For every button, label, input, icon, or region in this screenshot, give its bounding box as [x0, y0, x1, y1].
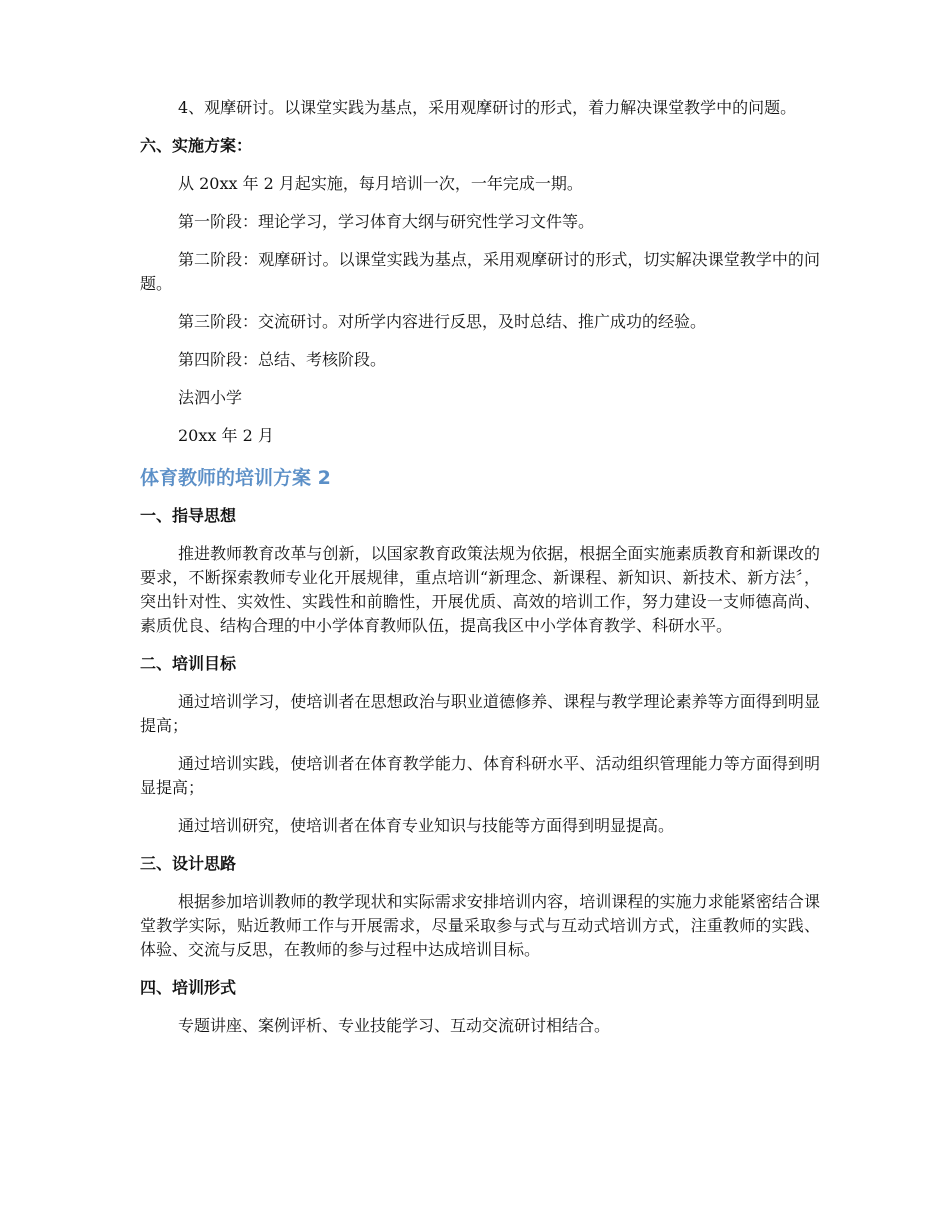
- paragraph-goal-research: 通过培训研究，使培训者在体育专业知识与技能等方面得到明显提高。: [178, 816, 675, 835]
- paragraph-stage-two: 第二阶段：观摩研讨。以课堂实践为基点，采用观摩研讨的形式，切实解决课堂教学中的问题。: [140, 250, 820, 293]
- paragraph-stage-four: 第四阶段：总结、考核阶段。: [178, 350, 387, 369]
- heading-training-form: 四、培训形式: [140, 978, 237, 997]
- paragraph-goal-study: 通过培训学习，使培训者在思想政治与职业道德修养、课程与教学理论素养等方面得到明显提高；: [140, 692, 820, 735]
- paragraph-goal-practice: 通过培训实践，使培训者在体育教学能力、体育科研水平、活动组织管理能力等方面得到明显提高；: [140, 754, 820, 797]
- heading-design-ideas: 三、设计思路: [140, 854, 237, 873]
- section-title-plan-2: 体育教师的培训方案 2: [140, 467, 331, 489]
- paragraph-training-form: 专题讲座、案例评析、专业技能学习、互动交流研讨相结合。: [178, 1016, 611, 1035]
- paragraph-observation-study: 4、观摩研讨。以课堂实践为基点，采用观摩研讨的形式，着力解决课堂教学中的问题。: [178, 98, 797, 117]
- paragraph-stage-three: 第三阶段：交流研讨。对所学内容进行反思，及时总结、推广成功的经验。: [178, 312, 707, 331]
- paragraph-design-ideas: 根据参加培训教师的教学现状和实际需求安排培训内容，培训课程的实施力求能紧密结合课堂教学实际，贴近教师工作与开展需求，尽量采取参与式与互动式培训方式，注重教师的实践、体验、交流与反思，在教师的参与过程中达成培训目标。: [140, 892, 820, 959]
- heading-guiding-ideology: 一、指导思想: [140, 506, 237, 525]
- school-name: 法泗小学: [178, 388, 243, 407]
- heading-implementation-plan: 六、实施方案：: [140, 136, 253, 155]
- paragraph-stage-one: 第一阶段：理论学习，学习体育大纲与研究性学习文件等。: [178, 212, 595, 231]
- paragraph-guiding-ideology: 推进教师教育改革与创新，以国家教育政策法规为依据，根据全面实施素质教育和新课改的要求，不断探索教师专业化开展规律，重点培训“新理念、新课程、新知识、新技术、新方法〞，突出针对性、实效性、实践性和前瞻性，开展优质、高效的培训工作，努力建设一支师德高尚、素质优良、结构合理的中小学体育教师队伍，提高我区中小学体育教学、科研水平。: [140, 544, 820, 635]
- document-page: [140, 96, 820, 1052]
- heading-training-goals: 二、培训目标: [140, 654, 237, 673]
- document-date: 20xx 年 2 月: [178, 426, 274, 445]
- paragraph-start-date: 从 20xx 年 2 月起实施，每月培训一次，一年完成一期。: [178, 174, 583, 193]
